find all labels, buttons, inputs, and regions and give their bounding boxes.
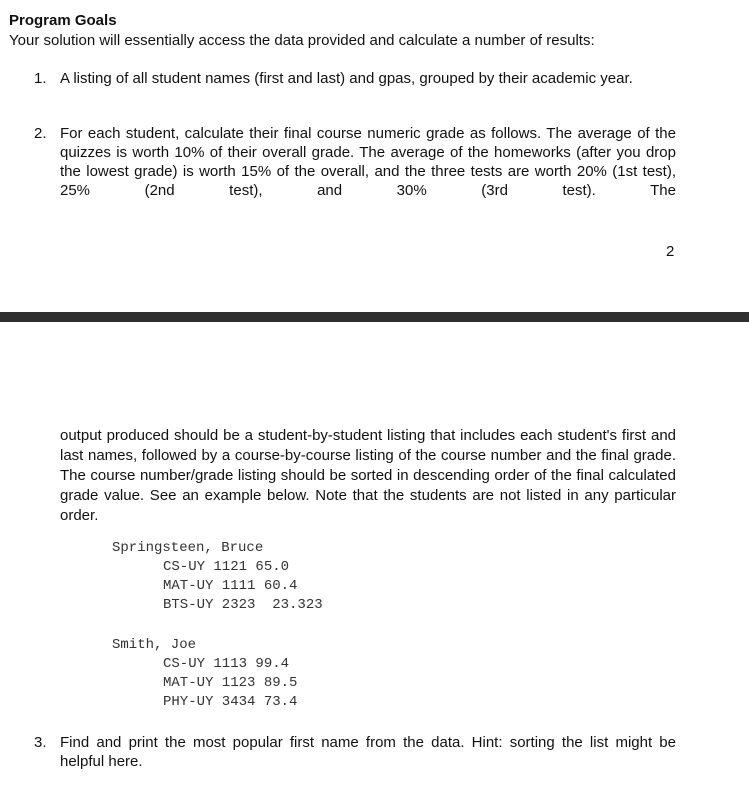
goal-item-1-number: 1.	[34, 70, 47, 87]
goal-item-3-text: Find and print the most popular first name from the data. Hint: sorting the list might be helpful here.	[60, 734, 676, 770]
example-course-line: CS-UY 1121 65.0	[163, 559, 290, 575]
intro-paragraph: Your solution will essentially access the data provided and calculate a number of results:	[9, 32, 595, 49]
goal-item-1-text: A listing of all student names (first and last) and gpas, grouped by their academic year.	[60, 70, 633, 87]
example-student-name: Springsteen, Bruce	[112, 540, 264, 556]
section-heading: Program Goals	[9, 12, 117, 29]
example-student-block	[112, 636, 297, 712]
example-course-line: MAT-UY 1123 89.5	[163, 675, 298, 691]
page-divider	[0, 312, 749, 322]
goal-item-2	[34, 124, 676, 200]
example-course-line: CS-UY 1113 99.4	[163, 656, 290, 672]
goal-item-3	[34, 733, 676, 771]
example-student-block	[112, 539, 323, 615]
goal-item-2-continuation: output produced should be a student-by-student listing that includes each student's first and last names, followed by a course-by-course listing of the course number and the final grade. The course number/grade listing should be sorted in descending order of the final calculated grade value. See an example below. Note that the students are not listed in any particular order.	[60, 427, 676, 524]
page-number: 2	[666, 243, 675, 260]
example-course-line: PHY-UY 3434 73.4	[163, 694, 298, 710]
goal-item-2-number: 2.	[34, 125, 47, 142]
example-course-line: MAT-UY 1111 60.4	[163, 578, 298, 594]
example-student-name: Smith, Joe	[112, 637, 197, 653]
goal-item-3-number: 3.	[34, 734, 47, 751]
document-page-2	[0, 322, 749, 787]
goal-item-2-text: For each student, calculate their final course numeric grade as follows. The average of the quizzes is worth 10% of their overall grade. The average of the homeworks (after you drop the lowest grade) is worth 15% of the overall, and the three tests are worth 20% (1st test), 25% (2nd test), and 30% (3rd test). The	[60, 125, 676, 199]
document-page-1	[0, 0, 749, 312]
goal-item-1	[34, 69, 676, 88]
example-course-line: BTS-UY 2323 23.323	[163, 597, 323, 613]
